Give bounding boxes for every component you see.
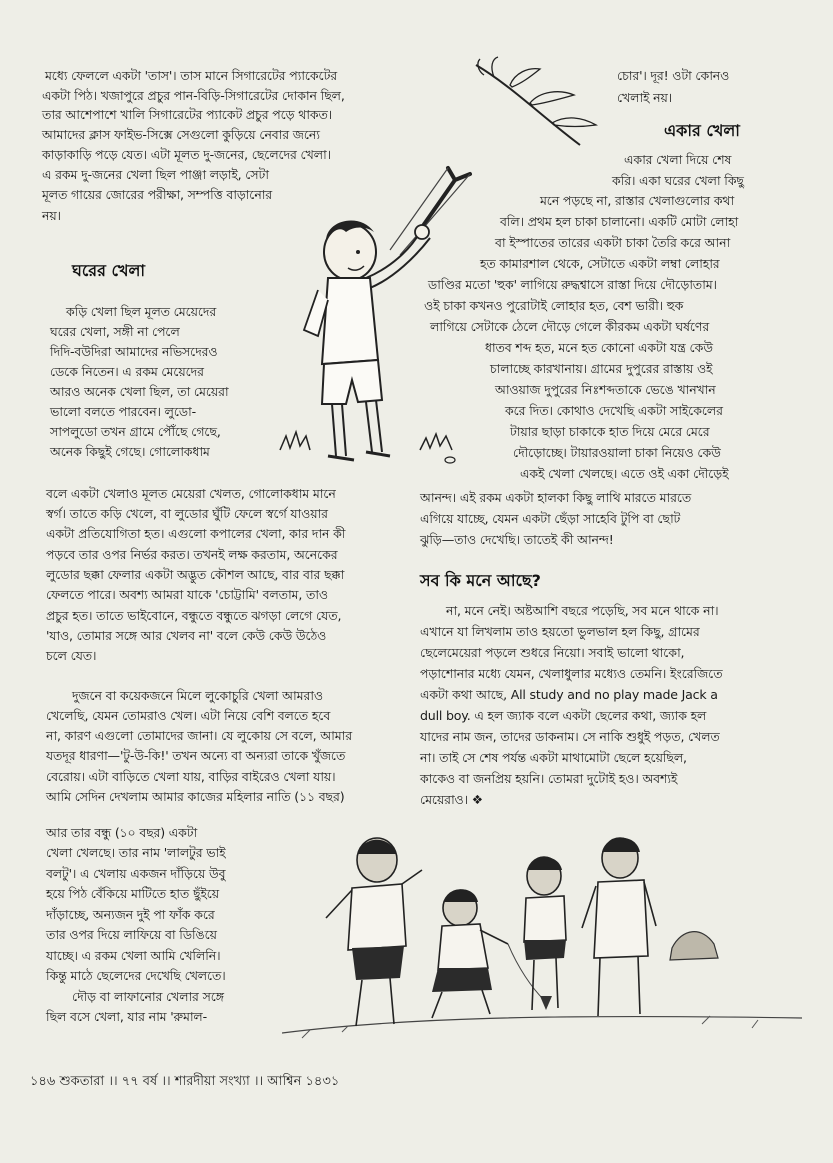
text-line: কড়ি খেলা ছিল মূলত মেয়েদের: [66, 304, 217, 319]
text-line: নয়।: [42, 208, 61, 223]
text-line: আরও অনেক খেলা ছিল, তা মেয়েরা: [50, 384, 229, 399]
text-line: পড়বে তার ওপর নির্ভর করত। তখনই লক্ষ করতাম, অনেকের: [46, 547, 338, 562]
text-line: বলটু'। এ খেলায় একজন দাঁড়িয়ে উবু: [46, 866, 226, 881]
text-line: এখানে যা লিখলাম তাও হয়তো ভুলভাল হল কিছু, গ্রামের: [420, 624, 700, 639]
text-line: একটা কথা আছে, All study and no play made Jack a: [420, 687, 718, 702]
text-line: দুজনে বা কয়েকজনে মিলে লুকোচুরি খেলা আমরাও: [72, 688, 323, 703]
children-playing-illustration: [282, 818, 802, 1053]
text-line: কাকেও বা জনপ্রিয় হয়নি। তোমরা দুটোই হও। অবশ্যই: [420, 771, 678, 786]
text-line: লাগিয়ে সেটাকে ঠেলে দৌড়ে গেলে কীরকম একটা ঘর্ষণের: [430, 319, 710, 334]
text-line: মনে পড়ছে না, রাস্তার খেলাগুলোর কথা: [540, 193, 735, 208]
text-line: আর তার বন্ধু (১০ বছর) একটা: [46, 825, 198, 840]
text-line: চোর'। দূর! ওটা কোনও: [617, 68, 730, 83]
text-line: যাচ্ছে। এ রকম খেলা আমি খেলিনি।: [46, 948, 221, 963]
text-line: আওয়াজ দুপুরের নিঃশব্দতাকে ভেঙে খানখান: [495, 382, 716, 397]
text-line: দৌড়োচ্ছে। টায়ারওয়ালা চাকা নিয়েও কেউ: [513, 445, 721, 460]
page-footer: ১৪৬ শুকতারা ।। ৭৭ বর্ষ ।। শারদীয়া সংখ্যা ।। আশ্বিন ১৪৩১: [30, 1074, 340, 1089]
text-line: এ রকম দু-জনের খেলা ছিল পাঞ্জা লড়াই, সেটা: [42, 167, 269, 182]
text-line: ঘরের খেলা, সঙ্গী না পেলে: [50, 324, 180, 339]
text-line: খেলাই নয়।: [617, 90, 673, 105]
text-line: দাঁড়াচ্ছে, অন্যজন দুই পা ফাঁক করে: [46, 907, 215, 922]
text-line: না। তাই সে শেষ পর্যন্ত একটা মাথামোটা ছেলে হয়েছিল,: [420, 750, 687, 765]
text-line: না, মনে নেই। অষ্টআশি বছরে পড়েছি, সব মনে থাকে না।: [446, 603, 719, 618]
text-line: একটা পিঠ। খজাপুরে প্রচুর পান-বিড়ি-সিগারেটের দোকান ছিল,: [42, 88, 345, 103]
text-line: ছেলেমেয়েরা পড়লে শুধরে নিয়ো। সবাই ভালো থাকো,: [420, 645, 685, 660]
text-line: চালাচ্ছে কারখানায়। গ্রামের দুপুরের রাস্তায় ওই: [490, 361, 713, 376]
text-line: dull boy. এ হল জ্যাক বলে একটা ছেলের কথা, জ্যাক হল: [420, 708, 707, 723]
text-line: বা ইস্পাতের তারের একটা চাকা তৈরি করে আনা: [495, 235, 731, 250]
text-line: তার আশেপাশে খালি সিগারেটের প্যাকেট প্রচুর পড়ে থাকত।: [42, 107, 333, 122]
text-line: অনেক কিছুই গেছে। গোলোকধাম: [50, 444, 210, 459]
text-line: মধ্যে ফেললে একটা 'তাস'। তাস মানে সিগারেটের প্যাকেটের: [45, 68, 337, 83]
text-line: হয়ে পিঠ বেঁকিয়ে মাটিতে হাত ছুঁইয়ে: [46, 886, 220, 901]
text-line: কাড়াকাড়ি পড়ে যেত। এটা মূলত দু-জনের, ছেলেদের খেলা।: [42, 147, 331, 162]
text-line: ভালো বলতে পারবেন। লুডো-: [50, 404, 196, 419]
text-line: যাদের নাম জন, তাদের ডাকনাম। সে নাকি শুধুই পড়ত, খেলত: [420, 729, 720, 744]
text-line: মূলত গায়ের জোরের পরীক্ষা, সম্পত্তি বাড়ানোর: [42, 187, 273, 202]
text-line: চলে যেত।: [46, 648, 97, 663]
text-line: প্রচুর হত। তাতে ভাইবোনে, বন্ধুতে বন্ধুতে ঝগড়া লেগে যেত,: [46, 608, 342, 623]
text-line: ধাতব শব্দ হত, মনে হত কোনো একটা যন্ত্র কেউ: [485, 340, 713, 355]
text-line: কিন্তু মাঠে ছেলেদের দেখেছি খেলতে।: [46, 968, 226, 983]
text-line: বলি। প্রথম হল চাকা চালানো। একটি মোটা লোহা: [500, 214, 739, 229]
text-line: সাপলুডো তখন গ্রামে পৌঁছে গেছে,: [50, 424, 221, 439]
text-line: বলে একটা খেলাও মূলত মেয়েরা খেলত, গোলোকধাম মানে: [46, 486, 336, 501]
section-heading-ghorer-khela: ঘরের খেলা: [72, 261, 146, 280]
section-heading-sob-ki-mone-ache: সব কি মনে আছে?: [420, 571, 541, 590]
text-line: এগিয়ে যাচ্ছে, যেমন একটা ছেঁড়া সাহেবি টুপি বা ছোট: [420, 511, 681, 526]
text-line: ফেলতে পারে। অবশ্য আমরা যাকে 'চোট্টামি' বলতাম, তাও: [46, 587, 328, 602]
text-line: স্বর্গ। তাতে কড়ি খেলে, বা লুডোর ঘুঁটি ফেলে স্বর্গে যাওয়ার: [46, 506, 328, 521]
text-line: ছিল বসে খেলা, যার নাম 'রুমাল-: [46, 1009, 207, 1024]
text-line: যতদূর ধারণা—'টু-উ-কি!' তখন অন্যে বা অন্যরা তাকে খুঁজতে: [46, 748, 346, 763]
text-line: একই খেলা খেলছে। এতে ওই একা দৌড়েই: [520, 466, 729, 481]
text-line: তার ওপর দিয়ে লাফিয়ে বা ডিঙিয়ে: [46, 927, 217, 942]
text-line: টায়ার ছাড়া চাকাকে হাত দিয়ে মেরে মেরে: [510, 424, 710, 439]
text-line: পড়াশোনার মধ্যে যেমন, খেলাধুলার মধ্যেও তেমনি। ইংরেজিতে: [420, 666, 723, 681]
text-line: আমাদের ক্লাস ফাইভ-সিক্সে সেগুলো কুড়িয়ে নেবার জন্যে: [42, 127, 320, 142]
text-line: খেলা খেলছে। তার নাম 'লালটুর ভাই: [46, 845, 226, 860]
text-line: বেরোয়। এটা বাড়িতে খেলা যায়, বাড়ির বাইরেও খেলা যায়।: [46, 769, 336, 784]
text-line: ডাণ্ডির মতো 'হুক' লাগিয়ে রুদ্ধশ্বাসে রাস্তা দিয়ে দৌড়োতাম।: [428, 277, 717, 292]
text-line: করি। একা ঘরের খেলা কিছু: [612, 173, 744, 188]
text-line: করে দিত। কোথাও দেখেছি একটা সাইকেলের: [505, 403, 723, 418]
text-line: খেলেছি, যেমন তোমরাও খেল। এটা নিয়ে বেশি বলতে হবে: [46, 708, 331, 723]
branch-illustration: [470, 55, 610, 150]
text-line: আনন্দ। এই রকম একটা হালকা কিছু লাথি মারতে মারতে: [420, 490, 692, 505]
text-line: হত কামারশাল থেকে, সেটাতে একটা লম্বা লোহার: [480, 256, 720, 271]
section-heading-ekar-khela: একার খেলা: [664, 121, 740, 140]
text-line: দৌড় বা লাফানোর খেলার সঙ্গে: [72, 989, 224, 1004]
text-line: ডেকে নিতেন। এ রকম মেয়েদের: [50, 364, 204, 379]
text-line: মেয়েরাও। ❖: [420, 792, 483, 807]
boy-slingshot-illustration: [270, 160, 490, 480]
text-line: আমি সেদিন দেখলাম আমার কাজের মহিলার নাতি (১১ বছর): [46, 789, 345, 804]
text-line: 'যাও, তোমার সঙ্গে আর খেলব না' বলে কেউ কেউ উঠেও: [46, 628, 327, 643]
text-line: দিদি-বউদিরা আমাদের নভিসদেরও: [50, 344, 218, 359]
text-line: একটা প্রতিযোগিতা হত। এগুলো কপালের খেলা, কার দান কী: [46, 526, 346, 541]
text-line: ওই চাকা কখনও পুরোটাই লোহার হত, বেশ ভারী। হুক: [424, 298, 684, 313]
text-line: একার খেলা দিয়ে শেষ: [624, 152, 732, 167]
text-line: না, কারণ এগুলো তোমাদের জানা। যে লুকোয় সে বলে, আমার: [46, 728, 352, 743]
text-line: লুডোর ছক্কা ফেলার একটা অদ্ভুত কৌশল আছে, বার বার ছক্কা: [46, 567, 345, 582]
text-line: ঝুড়ি—তাও দেখেছি। তাতেই কী আনন্দ!: [420, 532, 614, 547]
